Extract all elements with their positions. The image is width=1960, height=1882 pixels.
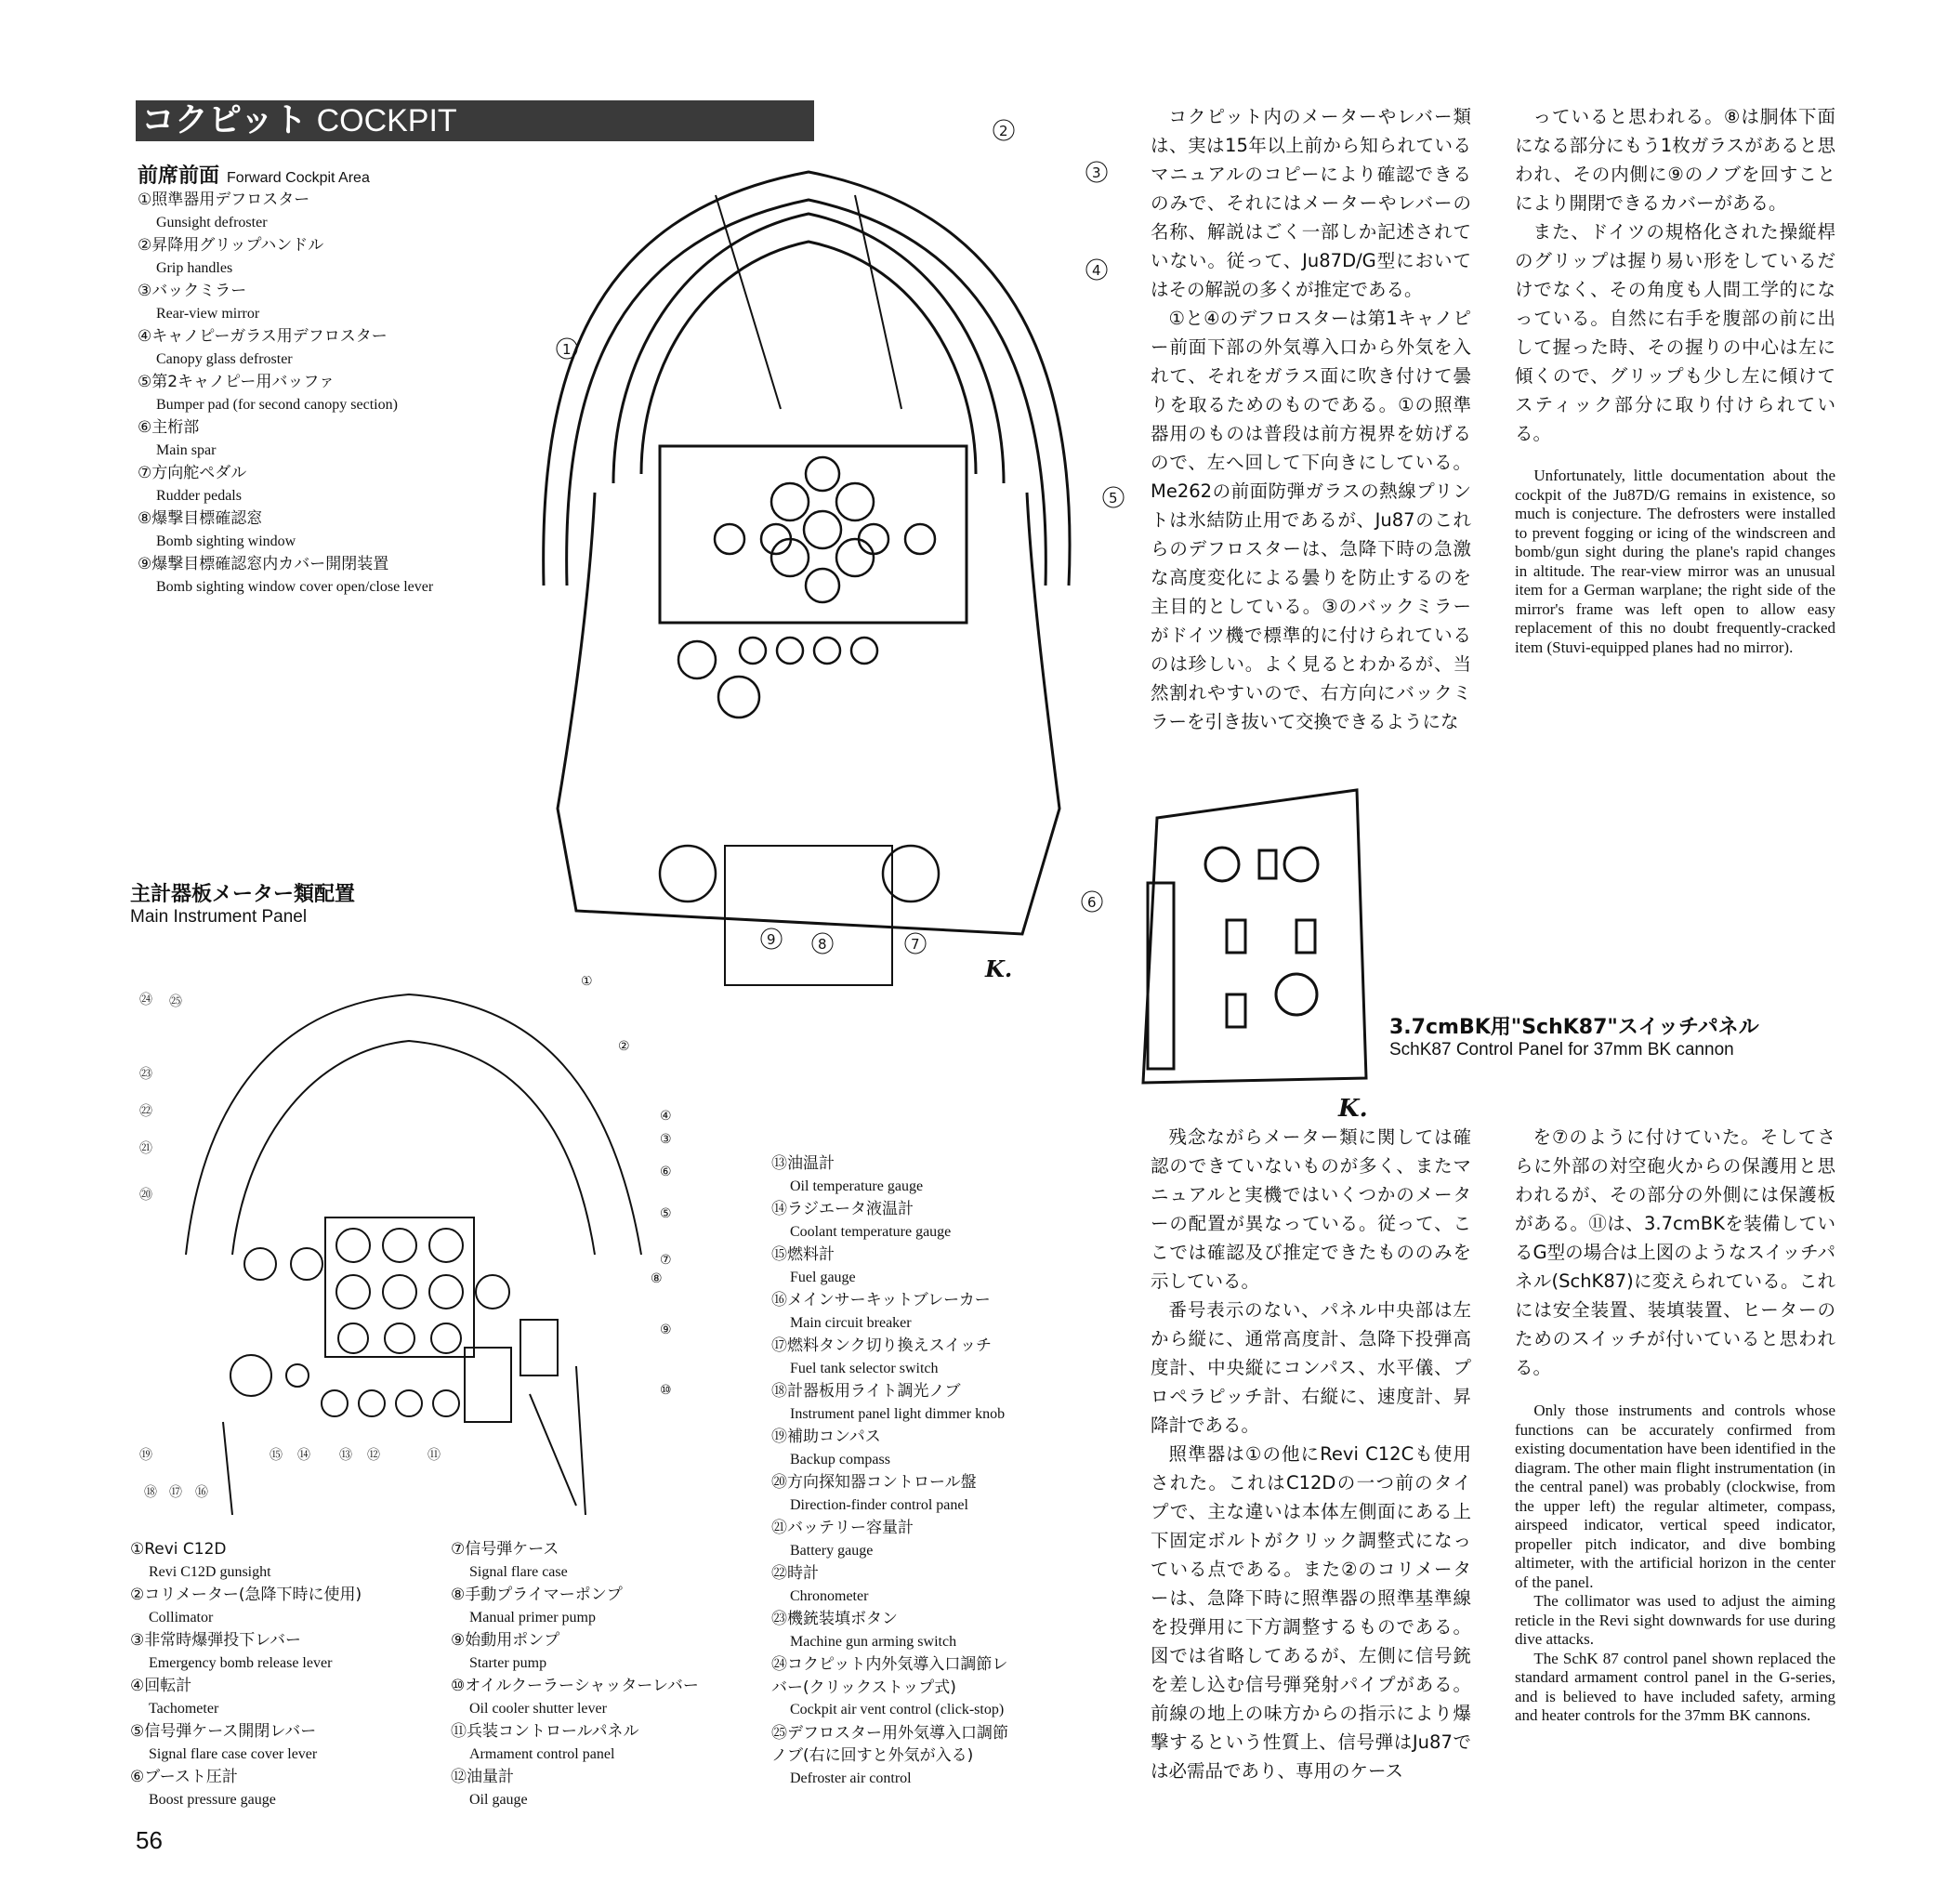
svg-text:⑥: ⑥ (660, 1165, 672, 1179)
legend-item-jp: ⑳方向探知器コントロール盤 (771, 1473, 977, 1492)
schk87-caption-en: SchK87 Control Panel for 37mm BK cannon (1389, 1040, 1734, 1059)
legend-item (138, 371, 528, 416)
svg-text:⑰: ⑰ (169, 1485, 182, 1500)
legend-item-jp: ⑦信号弾ケース (451, 1540, 559, 1559)
svg-text:㉒: ㉒ (139, 1104, 152, 1119)
main-panel-title-en: Main Instrument Panel (130, 907, 308, 927)
legend-item-en: Signal flare case cover lever (149, 1745, 318, 1762)
legend-item (451, 1629, 757, 1675)
legend-item (451, 1538, 757, 1584)
legend-item-jp: ④キャノピーガラス用デフロスター (138, 327, 388, 346)
svg-text:⑳: ⑳ (139, 1188, 152, 1203)
legend-item (771, 1426, 1013, 1471)
schk87-panel-illustration (1138, 781, 1375, 1087)
legend-item-jp: ⑩オイルクーラーシャッターレバー (451, 1677, 699, 1695)
text-column-en-1 (1515, 467, 1835, 657)
svg-text:⑧: ⑧ (651, 1271, 663, 1286)
banner-title-jp: コクピット (141, 101, 308, 139)
svg-text:⑤: ⑤ (660, 1206, 672, 1221)
page-number: 56 (136, 1826, 163, 1854)
forward-area-title-jp: 前席前面 (138, 165, 220, 188)
svg-text:⑭: ⑭ (297, 1448, 310, 1463)
legend-item-en: Grip handles (156, 259, 233, 276)
paragraph: Only those instruments and controls whose functions can be accurately confirmed from existing documentation have been identified in the diagram. The other main flight instrumentation (in the central panel) was probably (clockwise, from the upper left) the regular altimeter, compass, airspeed indicator, vertical speed indicator, propeller pitch indicator, and dive bombing altimeter, with the artificial horizon in the center of the panel. (1515, 1402, 1835, 1591)
legend-item (451, 1584, 757, 1629)
artist-signature: K. (1338, 1095, 1368, 1123)
legend-item-en: Bomb sighting window (156, 533, 296, 549)
legend-item-en: Rear-view mirror (156, 305, 260, 322)
legend-item (771, 1653, 1013, 1722)
legend-item-en: Backup compass (790, 1451, 890, 1467)
legend-item-jp: ⑬油温計 (771, 1154, 835, 1173)
svg-text:⑩: ⑩ (660, 1383, 672, 1398)
legend-item-jp: ㉓機銃装填ボタン (771, 1610, 898, 1628)
svg-text:⑯: ⑯ (195, 1485, 208, 1500)
svg-text:㉑: ㉑ (139, 1141, 152, 1156)
svg-text:⑫: ⑫ (367, 1448, 380, 1463)
legend-item-en: Manual primer pump (469, 1609, 596, 1625)
paragraph: ①と④のデフロスターは第1キャノピー前面下部の外気導入口から外気を入れて、それをガラス面に吹き付けて曇りを取るためのものである。①の照準器用のものは普段は前方視界を妨げるので、左へ回して下向きにしている。Me262の前面防弾ガラスの熱線プリントは氷結防止用であるが、Ju87のこれらのデフロスターは、急降下時の急激な高度変化による曇りを防止するのを主目的としている。③のバックミラーがドイツ機で標準的に付けられているのは珍しい。よく見るとわかるが、当然割れやすいので、右方向にバックミラーを引き抜いて交換できるようにな (1151, 308, 1471, 732)
main-panel-title-jp: 主計器板メーター類配置 (130, 883, 356, 906)
legend-item-en: Bumper pad (for second canopy section) (156, 396, 398, 413)
legend-item-en: Chronometer (790, 1587, 869, 1604)
legend-item-jp: ⑤第2キャノピー用バッファ (138, 373, 335, 391)
svg-text:⑲: ⑲ (139, 1448, 152, 1463)
svg-text:⑨: ⑨ (660, 1323, 672, 1337)
schk87-caption (1389, 1011, 1759, 1060)
legend-item (138, 325, 528, 371)
legend-item-jp: ⑥ブースト圧計 (130, 1768, 238, 1786)
svg-text:⑱: ⑱ (144, 1485, 157, 1500)
forward-area-legend (138, 189, 528, 599)
legend-item-en: Main circuit breaker (790, 1314, 912, 1331)
legend-item-jp: ⑪兵装コントロールパネル (451, 1722, 639, 1741)
legend-item (130, 1766, 437, 1811)
legend-item-en: Rudder pedals (156, 487, 242, 504)
legend-item-jp: ②コリメーター(急降下時に使用) (130, 1586, 362, 1604)
legend-item-en: Fuel tank selector switch (790, 1360, 939, 1376)
legend-item-jp: ⑰燃料タンク切り換えスイッチ (771, 1336, 992, 1355)
svg-text:⑮: ⑮ (270, 1448, 283, 1463)
cockpit-illustration (502, 102, 1134, 1004)
legend-item-jp: ⑮燃料計 (771, 1245, 835, 1264)
svg-text:②: ② (618, 1039, 630, 1054)
paragraph: 照準器は①の他にRevi C12Cも使用された。これはC12Dの一つ前のタイプで、主な違いは本体左側面にある上下固定ボルトがクリック調整式になっている点である。また②のコリメーターは、急降下時に照準器の照準基準線を投弾用に下方調整するものである。図では省略してあるが、左側に信号銃を差し込む信号弾発射パイプがある。前線の地上の味方からの指示により爆撃するという性質上、信号弾はJu87では必需品であり、専用のケース (1151, 1443, 1471, 1782)
legend-item-jp: ⑯メインサーキットブレーカー (771, 1291, 991, 1310)
legend-item-jp: ⑨始動用ポンプ (451, 1631, 560, 1650)
legend-item (138, 462, 528, 507)
en-paragraph: Unfortunately, little documentation about the cockpit of the Ju87D/G remains in existence, so much is conjecture. The defrosters were installed to prevent fogging or icing of the windscreen and bomb/gun sight during the plane's rapid changes in altitude. The rear-view mirror was an unusual item for a German warplane; the right side of the mirror's frame was left open to allow easy replacement of this no doubt frequently-cracked item (Stuvi-equipped planes had no mirror). (1515, 467, 1835, 656)
paragraph: The collimator was used to adjust the aiming reticle in the Revi sight downwards for use during dive attacks. (1515, 1592, 1835, 1648)
legend-item-jp: ⑲補助コンパス (771, 1428, 881, 1446)
svg-text:③: ③ (660, 1132, 672, 1147)
svg-text:9: 9 (767, 931, 776, 948)
banner-title-en: COCKPIT (316, 103, 457, 138)
legend-item (130, 1629, 437, 1675)
legend-item (771, 1152, 1013, 1198)
legend-item-en: Signal flare case (469, 1563, 568, 1580)
legend-item (451, 1675, 757, 1720)
svg-text:⑪: ⑪ (428, 1448, 441, 1463)
legend-item-jp: ⑱計器板用ライト調光ノブ (771, 1382, 961, 1401)
svg-text:㉕: ㉕ (169, 994, 182, 1009)
legend-item-jp: ⑭ラジエータ液温計 (771, 1200, 914, 1218)
legend-item (138, 189, 528, 234)
legend-item-en: Armament control panel (469, 1745, 615, 1762)
legend-item-jp: ⑥主桁部 (138, 418, 200, 437)
artist-signature-2: K. (985, 955, 1013, 982)
svg-text:⑬: ⑬ (339, 1448, 352, 1463)
legend-item-en: Cockpit air vent control (click-stop) (790, 1702, 1005, 1717)
legend-item-en: Instrument panel light dimmer knob (790, 1405, 1006, 1422)
legend-item (771, 1608, 1013, 1653)
schk87-caption-jp: 3.7cmBK用"SchK87"スイッチパネル (1389, 1016, 1759, 1039)
text-column-jp-1 (1151, 102, 1471, 736)
legend-item (130, 1538, 437, 1584)
legend-item (771, 1198, 1013, 1244)
legend-item-en: Machine gun arming switch (790, 1633, 957, 1650)
legend-item-en: Battery gauge (790, 1542, 874, 1559)
svg-text:2: 2 (999, 123, 1008, 139)
legend-item (130, 1584, 437, 1629)
legend-item (771, 1335, 1013, 1380)
legend-item-jp: ㉕デフロスター用外気導入口調節ノブ(右に回すと外気が入る) (771, 1723, 1008, 1765)
text-column-en-2 (1515, 1402, 1835, 1726)
legend-item-jp: ①Revi C12D (130, 1540, 227, 1559)
text-column-jp-3 (1151, 1123, 1471, 1785)
text-column-jp-4 (1515, 1123, 1835, 1382)
legend-item (771, 1471, 1013, 1517)
forward-area-title-en: Forward Cockpit Area (227, 170, 370, 186)
legend-item-en: Revi C12D gunsight (149, 1563, 271, 1580)
paragraph: The SchK 87 control panel shown replaced the standard armament control panel in the G-series, and is believed to have included safety, arming and heater controls for the 37mm BK cannons. (1515, 1649, 1835, 1724)
legend-item-en: Direction-finder control panel (790, 1496, 968, 1513)
legend-item (771, 1562, 1013, 1608)
legend-item-en: Fuel gauge (790, 1269, 856, 1285)
legend-item-jp: ⑦方向舵ペダル (138, 464, 247, 482)
paragraph: また、ドイツの規格化された操縦桿のグリップは握り易い形をしているだけでなく、その角度も人間工学的になっている。自然に右手を腹部の前に出して握った時、その握りの中心は左に傾くので、グリップも少し左に傾けてスティック部分に取り付けられている。 (1515, 221, 1835, 444)
svg-text:8: 8 (818, 936, 827, 953)
legend-item-en: Bomb sighting window cover open/close lever (156, 578, 434, 595)
legend-item (138, 507, 528, 553)
legend-item (771, 1517, 1013, 1562)
main-panel-legend-col2 (451, 1538, 757, 1811)
svg-text:5: 5 (1109, 490, 1118, 507)
paragraph: コクピット内のメーターやレバー類は、実は15年以上前から知られているマニュアルのコピーにより確認できるのみで、それにはメーターやレバーの名称、解説はごく一部しか記述されていない。従って、Ju87D/G型においてはその解説の多くが推定である。 (1151, 106, 1471, 300)
legend-item (138, 234, 528, 280)
legend-item-en: Oil temperature gauge (790, 1178, 924, 1194)
legend-item-en: Gunsight defroster (156, 214, 268, 230)
legend-item-jp: ⑤信号弾ケース開閉レバー (130, 1722, 317, 1741)
legend-item (138, 553, 528, 599)
legend-item-en: Tachometer (149, 1700, 219, 1717)
legend-item-en: Boost pressure gauge (149, 1791, 276, 1808)
legend-item-en: Collimator (149, 1609, 214, 1625)
main-panel-title-block (130, 878, 355, 928)
legend-item-jp: ㉒時計 (771, 1564, 819, 1583)
paragraph: っていると思われる。⑧は胴体下面になる部分にもう1枚ガラスがあると思われ、その内側に⑨のノブを回すことにより開閉できるカバーがある。 (1515, 106, 1835, 214)
svg-text:1: 1 (562, 341, 572, 358)
legend-item (451, 1720, 757, 1766)
legend-item-en: Canopy glass defroster (156, 350, 293, 367)
legend-item (130, 1720, 437, 1766)
legend-item (771, 1244, 1013, 1289)
svg-text:㉓: ㉓ (139, 1067, 152, 1082)
svg-text:6: 6 (1087, 894, 1097, 911)
legend-item-jp: ①照準器用デフロスター (138, 191, 310, 209)
legend-item (451, 1766, 757, 1811)
main-panel-legend-col1 (130, 1538, 437, 1811)
legend-item (138, 280, 528, 325)
legend-item-en: Defroster air control (790, 1770, 912, 1786)
legend-item (130, 1675, 437, 1720)
legend-item-en: Main spar (156, 441, 217, 458)
legend-item-jp: ④回転計 (130, 1677, 192, 1695)
legend-item-en: Starter pump (469, 1654, 547, 1671)
svg-text:3: 3 (1092, 165, 1101, 181)
svg-text:㉔: ㉔ (139, 993, 152, 1007)
legend-item-en: Emergency bomb release lever (149, 1654, 333, 1671)
legend-item-en: Oil cooler shutter lever (469, 1700, 607, 1717)
svg-text:①: ① (581, 976, 593, 989)
legend-item-jp: ⑧手動プライマーポンプ (451, 1586, 623, 1604)
svg-text:7: 7 (911, 936, 920, 953)
legend-item (771, 1289, 1013, 1335)
main-panel-legend-col3 (771, 1152, 1013, 1790)
svg-text:⑦: ⑦ (660, 1253, 672, 1268)
legend-item-jp: ㉑バッテリー容量計 (771, 1519, 914, 1537)
legend-item-jp: ③バックミラー (138, 282, 247, 300)
legend-item-jp: ㉔コクピット内外気導入口調節レバー(クリックストップ式) (771, 1655, 1008, 1697)
legend-item-jp: ③非常時爆弾投下レバー (130, 1631, 302, 1650)
paragraph: 番号表示のない、パネル中央部は左から縦に、通常高度計、急降下投弾高度計、中央縦にコンパス、水平儀、プロペラピッチ計、右縦に、速度計、昇降計である。 (1151, 1299, 1471, 1436)
legend-item-jp: ⑧爆撃目標確認窓 (138, 509, 263, 528)
paragraph: を⑦のように付けていた。そしてさらに外部の対空砲火からの保護用と思われるが、その部分の外側には保護板がある。⑪は、3.7cmBKを装備しているG型の場合は上図のようなスイッチパネル(SchK87)に変えられている。これには安全装置、装填装置、ヒーターのためのスイッチが付いていると思われる。 (1515, 1126, 1835, 1378)
instrument-panel-diagram (130, 976, 697, 1515)
legend-item-en: Oil gauge (469, 1791, 528, 1808)
legend-item (771, 1380, 1013, 1426)
svg-text:④: ④ (660, 1109, 672, 1124)
legend-item-jp: ⑫油量計 (451, 1768, 514, 1786)
paragraph: 残念ながらメーター類に関しては確認のできていないものが多く、またマニュアルと実機ではいくつかのメーターの配置が異なっている。従って、ここでは確認及び推定できたもののみを示している。 (1151, 1126, 1471, 1292)
legend-item (771, 1722, 1013, 1791)
legend-item (138, 416, 528, 462)
svg-text:4: 4 (1092, 262, 1101, 279)
legend-item-jp: ⑨爆撃目標確認窓内カバー開閉装置 (138, 555, 389, 573)
forward-area-title (138, 160, 370, 189)
text-column-jp-2 (1515, 102, 1835, 448)
legend-item-jp: ②昇降用グリップハンドル (138, 236, 324, 255)
legend-item-en: Coolant temperature gauge (790, 1223, 952, 1240)
